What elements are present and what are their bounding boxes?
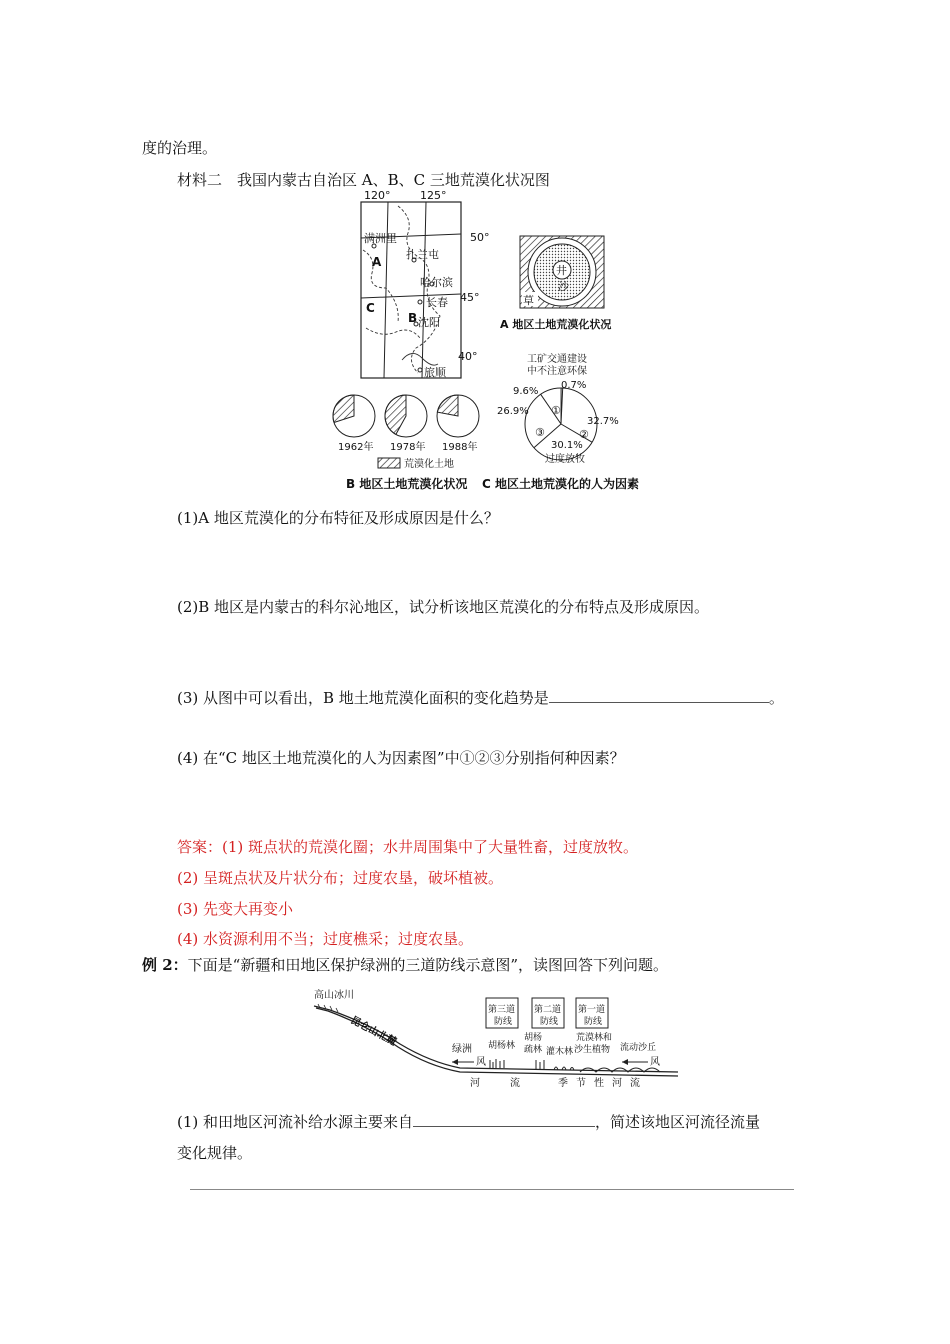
legend-label: 荒漠化土地 bbox=[404, 459, 454, 470]
wind-label-2: 风 bbox=[650, 1057, 660, 1068]
river-char-1: 河 bbox=[470, 1078, 480, 1089]
city-harbin: 哈尔滨 bbox=[420, 276, 453, 289]
region-a-label: A bbox=[372, 255, 382, 269]
b-caption: B 地区土地荒漠化状况 bbox=[346, 477, 468, 491]
sparse-forest-label-b: 疏林 bbox=[524, 1045, 543, 1055]
region-c-label: C bbox=[366, 301, 375, 315]
well-label: 井 bbox=[556, 264, 567, 277]
question-4: (4) 在“C 地区土地荒漠化的人为因素图”中①②③分别指何种因素？ bbox=[177, 749, 625, 767]
river-char-2: 流 bbox=[510, 1078, 520, 1089]
city-changchun: 长春 bbox=[426, 296, 448, 309]
question-3-suffix: 。 bbox=[768, 689, 784, 707]
lon-125-label: 125° bbox=[420, 189, 447, 202]
c-marker-2: ② bbox=[579, 428, 589, 441]
c-top-label1: 工矿交通建设 bbox=[527, 354, 587, 365]
shrub-label: 灌木林 bbox=[546, 1047, 574, 1057]
c-caption: C 地区土地荒漠化的人为因素 bbox=[482, 477, 639, 491]
question-3 bbox=[177, 688, 784, 708]
question-1: (1)A 地区荒漠化的分布特征及形成原因是什么？ bbox=[177, 509, 499, 527]
line2-label-b: 防线 bbox=[540, 1017, 559, 1027]
example-2-heading bbox=[142, 955, 668, 975]
lat-50-label: 50° bbox=[470, 231, 490, 244]
mountain-label: 昆仑山北麓 bbox=[348, 1014, 398, 1049]
city-shenyang: 沈阳 bbox=[418, 316, 440, 329]
poplar-forest-label: 胡杨林 bbox=[488, 1041, 516, 1051]
b-region-pies bbox=[330, 390, 490, 476]
b-pie-slice-3 bbox=[437, 395, 458, 416]
grass-label: 草 bbox=[523, 294, 534, 307]
line2-label-a: 第二道 bbox=[534, 1005, 562, 1015]
example-2-question-1-line2: 变化规律。 bbox=[177, 1144, 253, 1162]
sparse-forest-label-a: 胡杨 bbox=[524, 1033, 543, 1043]
c-marker-3: ③ bbox=[535, 426, 545, 439]
example-2-q1-answer-blank[interactable] bbox=[413, 1112, 595, 1127]
desert-plants-label-b: 沙生植物 bbox=[574, 1045, 611, 1055]
legend-swatch bbox=[378, 458, 400, 468]
seasonal-char-3: 性 bbox=[594, 1078, 604, 1089]
lon-120-label: 120° bbox=[364, 189, 391, 202]
desert-plants-label-a: 荒漠林和 bbox=[576, 1033, 613, 1043]
a-caption: A 地区土地荒漠化状况 bbox=[500, 318, 612, 331]
c-pct-30-1: 30.1% bbox=[551, 440, 583, 451]
seasonal-char-5: 流 bbox=[630, 1078, 640, 1089]
intro-end-text: 度的治理。 bbox=[142, 139, 218, 157]
year-1988: 1988年 bbox=[442, 442, 478, 453]
sand-label: 沙 bbox=[558, 280, 569, 293]
oasis-label: 绿洲 bbox=[452, 1044, 472, 1055]
line1-label-a: 第一道 bbox=[578, 1005, 606, 1015]
c-region-pie bbox=[495, 352, 625, 470]
question-3-prefix: (3) 从图中可以看出，B 地土地荒漠化面积的变化趋势是 bbox=[177, 689, 549, 707]
line3-label-a: 第三道 bbox=[488, 1005, 516, 1015]
glacier-label: 高山冰川 bbox=[314, 990, 354, 1001]
seasonal-char-2: 节 bbox=[576, 1078, 586, 1089]
lat-40-label: 40° bbox=[458, 350, 478, 363]
seasonal-char-1: 季 bbox=[558, 1078, 568, 1089]
city-lushun: 旅顺 bbox=[424, 366, 446, 379]
a-region-figure bbox=[500, 232, 630, 332]
example-2-q1-suffix: ，简述该地区河流径流量 bbox=[595, 1113, 761, 1131]
dune-label: 流动沙丘 bbox=[620, 1043, 657, 1053]
material2-title: 材料二 我国内蒙古自治区 A、B、C 三地荒漠化状况图 bbox=[177, 171, 550, 189]
c-marker-1: ① bbox=[551, 404, 561, 417]
seasonal-char-4: 河 bbox=[612, 1078, 622, 1089]
example-2-label: 例 2： bbox=[142, 956, 188, 974]
year-1962: 1962年 bbox=[338, 442, 374, 453]
year-1978: 1978年 bbox=[390, 442, 426, 453]
example-2-text: 下面是“新疆和田地区保护绿洲的三道防线示意图”，读图回答下列问题。 bbox=[187, 956, 669, 974]
answer-1: 答案：(1) 斑点状的荒漠化圈；水井周围集中了大量牲畜，过度放牧。 bbox=[177, 838, 639, 856]
answer-2: (2) 呈斑点状及片状分布；过度农垦，破坏植被。 bbox=[177, 869, 504, 887]
line1-label-b: 防线 bbox=[584, 1017, 603, 1027]
answer-4: (4) 水资源利用不当；过度樵采；过度农垦。 bbox=[177, 930, 474, 948]
example-2-answer-line[interactable] bbox=[190, 1189, 794, 1190]
city-manzhouli: 满洲里 bbox=[364, 232, 397, 245]
line3-label-b: 防线 bbox=[494, 1017, 513, 1027]
inner-mongolia-map bbox=[358, 188, 468, 382]
c-pct-26-9: 26.9% bbox=[497, 406, 529, 417]
example-2-q1-prefix: (1) 和田地区河流补给水源主要来自 bbox=[177, 1113, 414, 1131]
c-pct-32-7: 32.7% bbox=[587, 416, 619, 427]
question-2: (2)B 地区是内蒙古的科尔沁地区，试分析该地区荒漠化的分布特点及形成原因。 bbox=[177, 598, 710, 616]
lat-45-label: 45° bbox=[460, 291, 480, 304]
wind-label-1: 风 bbox=[476, 1057, 486, 1068]
c-overgrazing: 过度放牧 bbox=[545, 454, 585, 465]
question-3-answer-blank[interactable] bbox=[549, 688, 769, 703]
region-b-label: B bbox=[408, 311, 418, 325]
oasis-defense-diagram bbox=[310, 984, 682, 1090]
c-pct-0-7: 0.7% bbox=[561, 380, 587, 391]
c-pct-9-6: 9.6% bbox=[513, 386, 539, 397]
city-zhalantun: 扎兰屯 bbox=[406, 248, 439, 261]
answer-3: (3) 先变大再变小 bbox=[177, 900, 294, 918]
example-2-question-1 bbox=[177, 1112, 760, 1132]
c-top-label2: 中不注意环保 bbox=[527, 366, 587, 377]
